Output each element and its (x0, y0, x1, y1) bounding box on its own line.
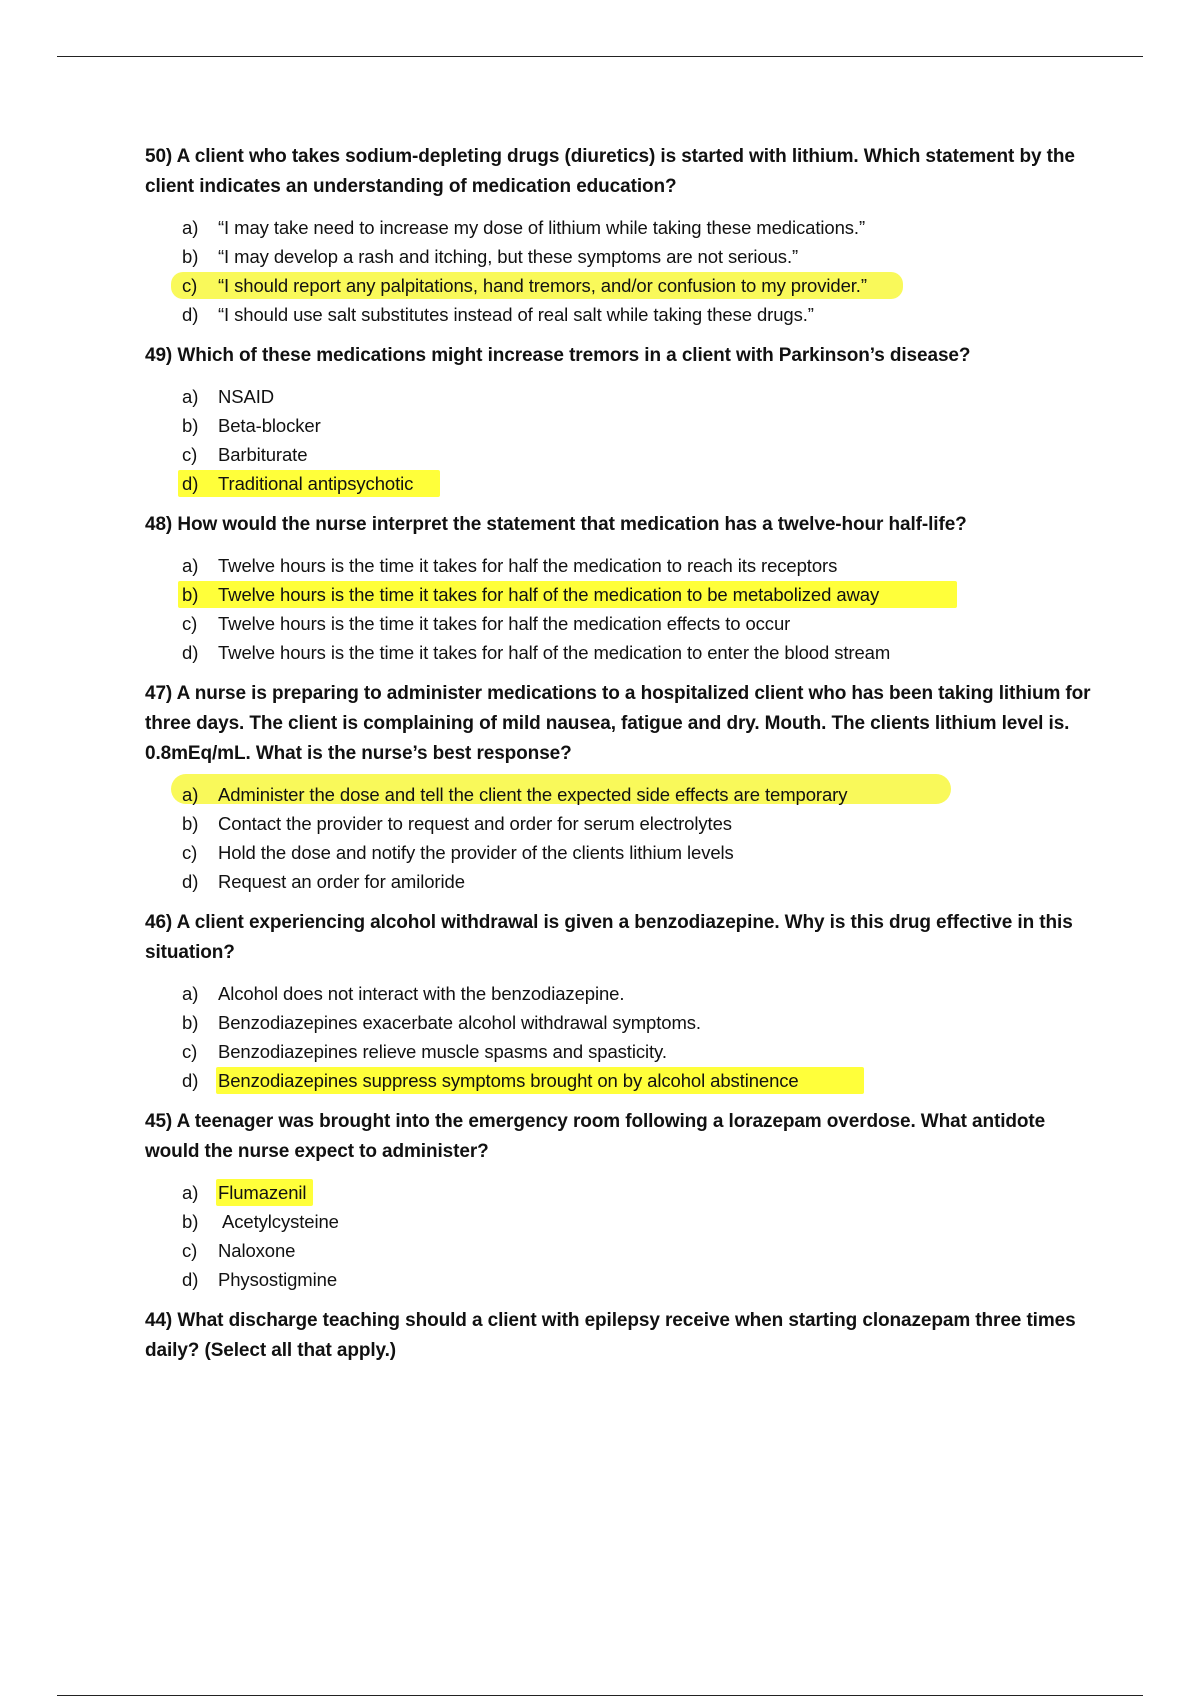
option-d-highlighted (145, 469, 1095, 498)
option-letter: c) (182, 275, 198, 296)
option-text: Administer the dose and tell the client the expected side effects are temporary (218, 784, 848, 805)
option-letter: b) (182, 584, 199, 605)
option-d-highlighted (145, 1066, 1095, 1095)
option-text: “I may develop a rash and itching, but these symptoms are not serious.” (218, 246, 799, 267)
option-b (145, 1008, 1095, 1037)
option-d (145, 638, 1095, 667)
option-text: Physostigmine (218, 1269, 338, 1290)
option-c (145, 440, 1095, 469)
option-text: Twelve hours is the time it takes for half of the medication to enter the blood stream (218, 642, 891, 663)
option-letter: c) (182, 1240, 198, 1261)
option-letter: a) (182, 555, 199, 576)
question-49 (145, 341, 1095, 498)
bottom-rule (57, 1695, 1143, 1696)
option-a (145, 382, 1095, 411)
option-letter: d) (182, 642, 199, 663)
option-text: “I should use salt substitutes instead of real salt while taking these drugs.” (218, 304, 814, 325)
option-letter: d) (182, 1269, 199, 1290)
question-text (145, 908, 1095, 968)
option-d (145, 300, 1095, 329)
question-number: 46) (145, 912, 173, 933)
option-letter: b) (182, 1211, 199, 1232)
option-text: Request an order for amiloride (218, 871, 465, 892)
option-d (145, 1265, 1095, 1294)
option-letter: b) (182, 415, 199, 436)
option-list (145, 551, 1095, 667)
option-letter: d) (182, 473, 199, 494)
question-body: A nurse is preparing to administer medications to a hospitalized client who has been taking lithium for three days. The client is complaining of mild nausea, fatigue and dry. Mouth. The clients lithium level is. 0.8mEq/mL. What is the nurse’s best response? (145, 683, 1091, 764)
question-number: 48) (145, 514, 173, 535)
option-letter: c) (182, 613, 198, 634)
question-number: 49) (145, 345, 173, 366)
question-number: 47) (145, 683, 173, 704)
option-text: Twelve hours is the time it takes for half the medication to reach its receptors (218, 555, 838, 576)
option-letter: c) (182, 444, 198, 465)
option-text: “I should report any palpitations, hand tremors, and/or confusion to my provider.” (218, 275, 867, 296)
option-letter: d) (182, 304, 199, 325)
question-body: Which of these medications might increase tremors in a client with Parkinson’s disease? (177, 345, 971, 366)
option-text: Benzodiazepines suppress symptoms brought on by alcohol abstinence (218, 1070, 799, 1091)
option-c (145, 1236, 1095, 1265)
option-list (145, 979, 1095, 1095)
question-body: What discharge teaching should a client with epilepsy receive when starting clonazepam three times daily? (Select all that apply.) (145, 1310, 1076, 1361)
option-text: Alcohol does not interact with the benzodiazepine. (218, 983, 625, 1004)
option-b (145, 809, 1095, 838)
option-c (145, 609, 1095, 638)
question-45 (145, 1107, 1095, 1294)
question-text (145, 679, 1095, 769)
option-c (145, 838, 1095, 867)
question-text (145, 1306, 1095, 1366)
option-text: Barbiturate (218, 444, 308, 465)
option-text: Hold the dose and notify the provider of the clients lithium levels (218, 842, 734, 863)
option-letter: a) (182, 217, 199, 238)
question-44 (145, 1306, 1095, 1366)
option-text: Benzodiazepines relieve muscle spasms and spasticity. (218, 1041, 667, 1062)
question-body: A client experiencing alcohol withdrawal is given a benzodiazepine. Why is this drug effective in this situation? (145, 912, 1073, 963)
option-letter: c) (182, 842, 198, 863)
option-letter: d) (182, 871, 199, 892)
question-list (145, 142, 1095, 1366)
option-text: Benzodiazepines exacerbate alcohol withdrawal symptoms. (218, 1012, 701, 1033)
question-number: 50) (145, 146, 173, 167)
option-letter: c) (182, 1041, 198, 1062)
option-text: Twelve hours is the time it takes for half of the medication to be metabolized away (218, 584, 880, 605)
question-text (145, 142, 1095, 202)
question-body: A client who takes sodium-depleting drugs (diuretics) is started with lithium. Which statement by the client indicates an understanding of medication education? (145, 146, 1075, 197)
question-text (145, 341, 1095, 371)
question-47 (145, 679, 1095, 896)
top-rule (57, 56, 1143, 57)
option-b (145, 411, 1095, 440)
option-a (145, 213, 1095, 242)
option-text: Acetylcysteine (218, 1211, 339, 1232)
question-number: 45) (145, 1111, 173, 1132)
option-list (145, 213, 1095, 329)
question-body: How would the nurse interpret the statement that medication has a twelve-hour half-life? (177, 514, 967, 535)
option-c (145, 1037, 1095, 1066)
question-46 (145, 908, 1095, 1095)
option-b-highlighted (145, 580, 1095, 609)
option-a (145, 979, 1095, 1008)
option-text: Contact the provider to request and order for serum electrolytes (218, 813, 732, 834)
option-text: Naloxone (218, 1240, 296, 1261)
question-number: 44) (145, 1310, 173, 1331)
option-b (145, 242, 1095, 271)
option-list (145, 1178, 1095, 1294)
option-text: Flumazenil (218, 1182, 307, 1203)
question-body: A teenager was brought into the emergency room following a lorazepam overdose. What antidote would the nurse expect to administer? (145, 1111, 1046, 1162)
option-a (145, 551, 1095, 580)
question-text (145, 1107, 1095, 1167)
option-text: “I may take need to increase my dose of lithium while taking these medications.” (218, 217, 866, 238)
question-50 (145, 142, 1095, 329)
option-a-highlighted (145, 1178, 1095, 1207)
option-d (145, 867, 1095, 896)
option-letter: a) (182, 386, 199, 407)
question-48 (145, 510, 1095, 667)
option-letter: b) (182, 246, 199, 267)
option-letter: a) (182, 1182, 199, 1203)
question-text (145, 510, 1095, 540)
option-text: Twelve hours is the time it takes for half the medication effects to occur (218, 613, 791, 634)
option-letter: a) (182, 983, 199, 1004)
option-list (145, 382, 1095, 498)
option-c-highlighted (145, 271, 1095, 300)
option-letter: b) (182, 1012, 199, 1033)
option-text: NSAID (218, 386, 275, 407)
option-b (145, 1207, 1095, 1236)
option-text: Traditional antipsychotic (218, 473, 414, 494)
option-letter: a) (182, 784, 199, 805)
option-a-highlighted (145, 780, 1095, 809)
option-list (145, 780, 1095, 896)
option-letter: b) (182, 813, 199, 834)
option-letter: d) (182, 1070, 199, 1091)
option-text: Beta-blocker (218, 415, 321, 436)
